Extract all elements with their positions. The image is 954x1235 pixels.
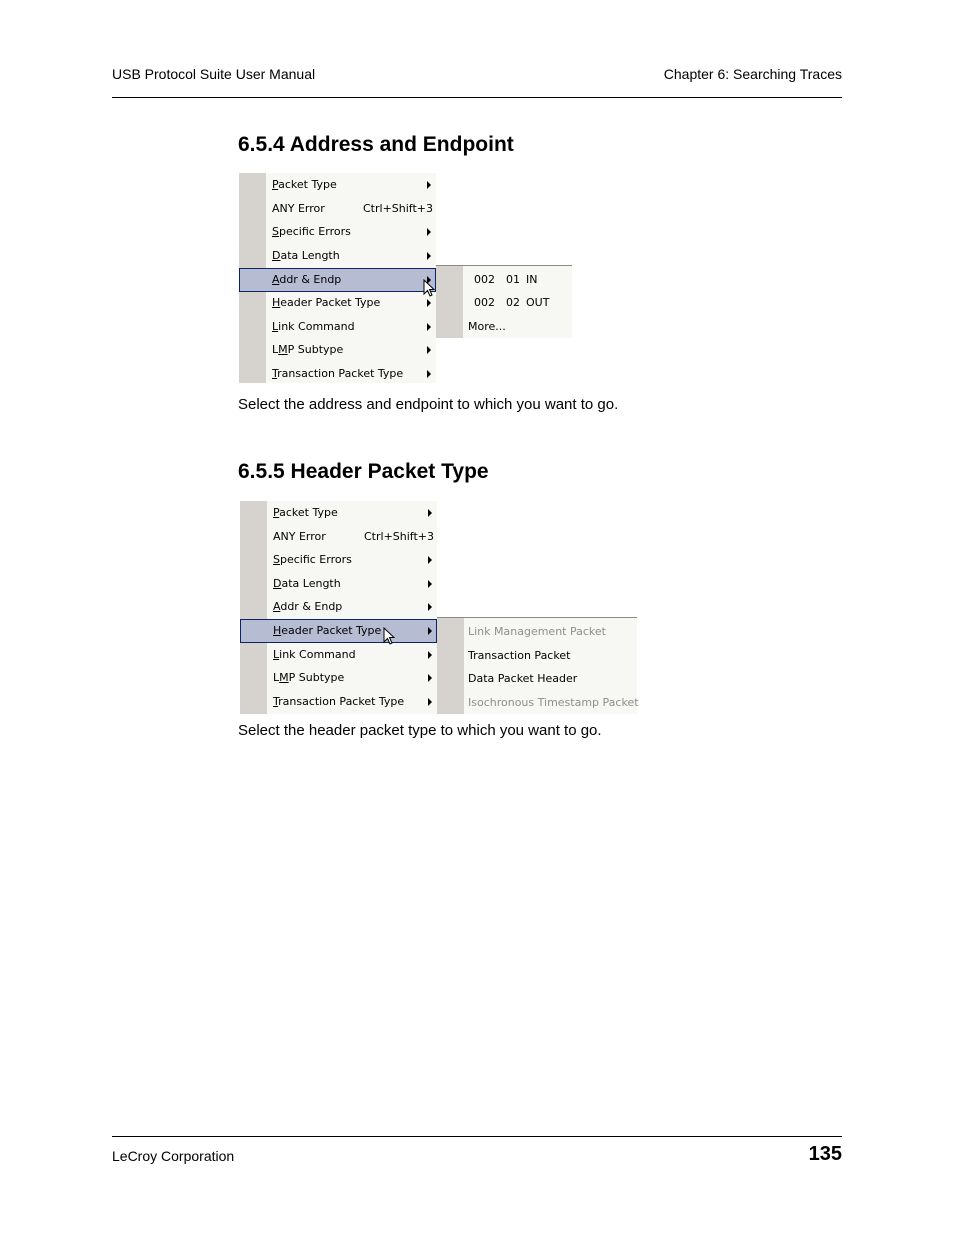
submenu-arrow-icon bbox=[428, 556, 432, 564]
menu-item-label: ANY Error bbox=[273, 530, 326, 543]
submenu-item-transaction-packet[interactable] bbox=[437, 644, 637, 668]
submenu-arrow-icon bbox=[427, 370, 431, 378]
mnemonic: M bbox=[278, 343, 288, 356]
mnemonic: L bbox=[272, 320, 279, 333]
mnemonic: T bbox=[272, 367, 278, 380]
submenu-arrow-icon bbox=[427, 346, 431, 354]
submenu-arrow-icon bbox=[428, 580, 432, 588]
submenu-item-002-01-in[interactable] bbox=[436, 268, 572, 292]
menu-item-label: L bbox=[272, 343, 279, 356]
menu-item-label: ink Command bbox=[279, 648, 356, 661]
submenu-arrow-icon bbox=[427, 181, 431, 189]
submenu-arrow-icon bbox=[428, 509, 432, 517]
menu-item-data-length[interactable] bbox=[240, 572, 437, 596]
more-label: More... bbox=[468, 320, 506, 333]
menu-item-specific-errors[interactable] bbox=[240, 548, 437, 572]
menu-item-label: ata Length bbox=[281, 577, 341, 590]
menu-item-label: eader Packet Type bbox=[281, 624, 382, 637]
menu-item-label: ddr & Endp bbox=[279, 273, 342, 286]
menu-item-transaction-packet-type[interactable] bbox=[240, 690, 437, 714]
mnemonic: S bbox=[272, 225, 279, 238]
running-header-title: USB Protocol Suite User Manual bbox=[112, 66, 316, 82]
menu-item-link-command[interactable] bbox=[239, 315, 436, 339]
menu-item-link-command[interactable] bbox=[240, 643, 437, 667]
mnemonic: D bbox=[272, 249, 281, 262]
caption-header-packet-type: Select the header packet type to which you want to go. bbox=[238, 722, 602, 739]
menu-item-data-length[interactable] bbox=[239, 244, 436, 268]
submenu-item-label: Transaction Packet bbox=[468, 649, 571, 662]
context-menu-1 bbox=[239, 173, 436, 383]
menu-item-label: ata Length bbox=[280, 249, 340, 262]
addr-endp-submenu bbox=[436, 265, 572, 338]
context-menu-2 bbox=[240, 501, 437, 714]
menu-item-any-error[interactable] bbox=[239, 197, 436, 221]
running-header-chapter: Chapter 6: Searching Traces bbox=[663, 66, 842, 82]
menu-item-label: ransaction Packet Type bbox=[277, 367, 404, 380]
section-heading-header-packet-type: 6.5.5 Header Packet Type bbox=[238, 460, 489, 483]
submenu-arrow-icon bbox=[428, 674, 432, 682]
menu-item-label: ransaction Packet Type bbox=[278, 695, 405, 708]
mnemonic: L bbox=[273, 648, 280, 661]
menu-item-label: ANY Error bbox=[272, 202, 325, 215]
mnemonic: T bbox=[273, 695, 279, 708]
menu-item-addr-endp[interactable] bbox=[240, 595, 437, 619]
menu-item-shortcut: Ctrl+Shift+3 bbox=[364, 530, 435, 543]
mnemonic: M bbox=[279, 671, 289, 684]
footer-rule bbox=[112, 1136, 842, 1137]
menu-item-lmp-subtype[interactable] bbox=[240, 666, 437, 690]
mnemonic: D bbox=[273, 577, 282, 590]
endpoint-value: 02 bbox=[506, 296, 520, 309]
mnemonic: S bbox=[273, 553, 280, 566]
menu-item-label: acket Type bbox=[278, 178, 337, 191]
submenu-item-label: Link Management Packet bbox=[468, 625, 606, 638]
direction-value: IN bbox=[526, 273, 538, 286]
submenu-item-more[interactable] bbox=[436, 315, 572, 339]
mouse-pointer-icon bbox=[423, 279, 439, 299]
submenu-arrow-icon bbox=[428, 698, 432, 706]
mnemonic: H bbox=[273, 624, 282, 637]
address-value: 002 bbox=[474, 296, 495, 309]
submenu-arrow-icon bbox=[428, 627, 432, 635]
submenu-arrow-icon bbox=[427, 323, 431, 331]
menu-item-lmp-subtype[interactable] bbox=[239, 338, 436, 362]
mnemonic: A bbox=[272, 273, 280, 286]
menu-item-addr-endp[interactable] bbox=[239, 268, 436, 292]
submenu-item-label: Isochronous Timestamp Packet bbox=[468, 696, 639, 709]
menu-item-label: ddr & Endp bbox=[280, 600, 343, 613]
menu-item-shortcut: Ctrl+Shift+3 bbox=[363, 202, 434, 215]
menu-item-transaction-packet-type[interactable] bbox=[239, 362, 436, 386]
menu-item-packet-type[interactable] bbox=[240, 501, 437, 525]
submenu-item-link-management-packet[interactable] bbox=[437, 620, 637, 644]
page-number: 135 bbox=[808, 1143, 842, 1165]
footer-company: LeCroy Corporation bbox=[112, 1148, 235, 1164]
menu-item-header-packet-type[interactable] bbox=[239, 291, 436, 315]
submenu-item-data-packet-header[interactable] bbox=[437, 667, 637, 691]
mnemonic: P bbox=[273, 506, 280, 519]
menu-item-specific-errors[interactable] bbox=[239, 220, 436, 244]
submenu-arrow-icon bbox=[428, 651, 432, 659]
caption-address-endpoint: Select the address and endpoint to which you want to go. bbox=[238, 396, 619, 413]
mouse-pointer-icon bbox=[383, 627, 399, 647]
menu-item-label: P Subtype bbox=[287, 343, 344, 356]
submenu-arrow-icon bbox=[427, 299, 431, 307]
endpoint-value: 01 bbox=[506, 273, 520, 286]
direction-value: OUT bbox=[526, 296, 550, 309]
menu-item-label: pecific Errors bbox=[278, 225, 351, 238]
menu-item-label: P Subtype bbox=[288, 671, 345, 684]
submenu-arrow-icon bbox=[427, 228, 431, 236]
menu-item-label: L bbox=[273, 671, 280, 684]
menu-item-any-error[interactable] bbox=[240, 525, 437, 549]
submenu-item-002-02-out[interactable] bbox=[436, 291, 572, 315]
header-packet-type-submenu bbox=[437, 617, 637, 714]
mnemonic: H bbox=[272, 296, 281, 309]
menu-item-label: pecific Errors bbox=[279, 553, 352, 566]
submenu-arrow-icon bbox=[428, 603, 432, 611]
menu-item-label: acket Type bbox=[279, 506, 338, 519]
menu-item-packet-type[interactable] bbox=[239, 173, 436, 197]
submenu-item-isochronous-timestamp-packet[interactable] bbox=[437, 691, 637, 715]
submenu-arrow-icon bbox=[427, 252, 431, 260]
mnemonic: P bbox=[272, 178, 279, 191]
mnemonic: A bbox=[273, 600, 281, 613]
menu-item-label: ink Command bbox=[278, 320, 355, 333]
menu-item-label: eader Packet Type bbox=[280, 296, 381, 309]
submenu-item-label: Data Packet Header bbox=[468, 672, 578, 685]
section-heading-address-endpoint: 6.5.4 Address and Endpoint bbox=[238, 133, 514, 156]
header-rule bbox=[112, 97, 842, 98]
address-value: 002 bbox=[474, 273, 495, 286]
menu-item-header-packet-type[interactable] bbox=[240, 619, 437, 643]
